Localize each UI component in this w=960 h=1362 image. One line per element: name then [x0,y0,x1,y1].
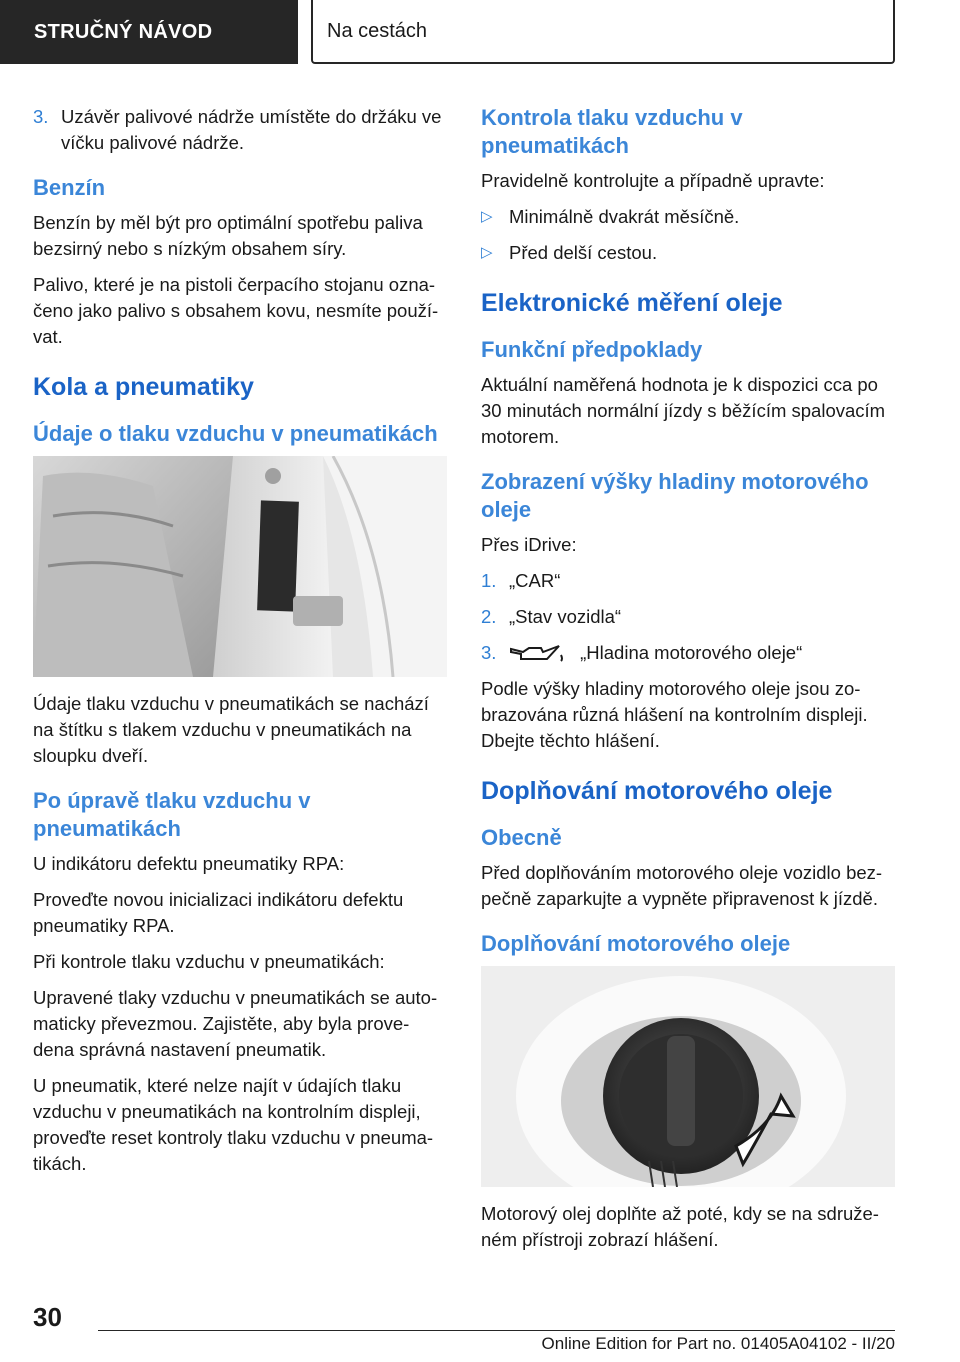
po-uprave-heading: Po úpravě tlaku vzduchu v pneumatikách [33,788,311,841]
header-tab: STRUČNÝ NÁVOD [0,0,298,64]
triangle-bullet-icon: ▷ [481,208,493,225]
po-paragraph-5: U pneumatik, které nelze najít v údajích tlaku vzduchu v pneumatikách na kontrolním displeji, proveďte reset kontroly tlaku vzduchu v pneuma‐tikách. [33,1075,434,1174]
funkcni-paragraph: Aktuální naměřená hodnota je k dispozici cca po 30 minutách normální jízdy s běžícím spalovacím motorem. [481,374,886,447]
kontrola-paragraph: Pravidelně kontrolujte a případně upravte: [481,170,825,191]
oil-can-icon [509,643,565,665]
po-paragraph-1: U indikátoru defektu pneumatiky RPA: [33,853,345,874]
header-section: Na cestách [311,0,895,64]
zobrazeni-heading: Zobrazení výšky hladiny motorového oleje [481,469,869,522]
left-column [33,104,447,1187]
po-paragraph-3: Při kontrole tlaku vzduchu v pneumatikách: [33,951,385,972]
doplnovani-subheading: Doplňování motorového oleje [481,931,791,956]
idrive-paragraph: Přes iDrive: [481,534,577,555]
po-paragraph-4: Upravené tlaky vzduchu v pneumatikách se auto‐maticky převezmou. Zajistěte, aby byla prove‐dena správná nastavení pneumatik. [33,987,438,1060]
right-column [481,104,895,1263]
benzin-heading: Benzín [33,175,106,200]
step-number: 1. [481,570,497,591]
podle-paragraph: Podle výšky hladiny motorového oleje jsou zo‐brazována různá hlášení na kontrolním displeji. Dbejte těchto hlášení. [481,678,868,751]
triangle-bullet-icon: ▷ [481,244,493,261]
edition-text: Online Edition for Part no. 01405A04102 - II/20 [541,1334,895,1353]
idrive-step [481,640,895,666]
bullet-text: Minimálně dvakrát měsíčně. [509,206,740,227]
motorovy-paragraph: Motorový olej doplňte až poté, kdy se na sdruže‐ném přístroji zobrazí hlášení. [481,1203,879,1250]
step-number: 3. [481,642,497,663]
step-number: 3. [33,106,49,127]
door-pillar-photo [33,456,447,677]
obecne-heading: Obecně [481,825,562,850]
benzin-paragraph-2: Palivo, které je na pistoli čerpacího stojanu ozna‐čeno jako palivo s obsahem kovu, nesmíte použí‐vat. [33,274,439,347]
idrive-step [481,568,895,594]
step-text: „CAR“ [509,570,561,591]
obecne-paragraph: Před doplňováním motorového oleje vozidlo bez‐pečně zaparkujte a vypněte připravenost k jízdě. [481,862,883,909]
step-number: 2. [481,606,497,627]
benzin-paragraph-1: Benzín by měl být pro optimální spotřebu paliva bezsirný nebo s nízkým obsahem síry. [33,212,423,259]
bullet-item [481,204,895,230]
step-3 [33,104,447,156]
kontrola-heading: Kontrola tlaku vzduchu v pneumatikách [481,105,743,158]
step-text: „Hladina motorového oleje“ [580,642,803,663]
page-number: 30 [33,1302,62,1332]
po-paragraph-2: Proveďte novou inicializaci indikátoru defektu pneumatiky RPA. [33,889,404,936]
bullet-item [481,240,895,266]
doplnovani-heading: Doplňování motorového oleje [481,777,833,805]
udaje-paragraph: Údaje tlaku vzduchu v pneumatikách se nachází na štítku s tlakem vzduchu v pneumatikách na sloupku dveří. [33,693,429,766]
funkcni-heading: Funkční předpoklady [481,337,703,362]
udaje-heading: Údaje o tlaku vzduchu v pneumatikách [33,421,438,446]
footer-divider [98,1330,895,1331]
oil-cap-photo [481,966,895,1187]
elektro-heading: Elektronické měření oleje [481,289,783,317]
kola-heading: Kola a pneumatiky [33,373,254,401]
bullet-text: Před delší cestou. [509,242,658,263]
step-text: Uzávěr palivové nádrže umístěte do držáku ve víčku palivové nádrže. [61,106,442,153]
step-text: „Stav vozidla“ [509,606,622,627]
idrive-step [481,604,895,630]
